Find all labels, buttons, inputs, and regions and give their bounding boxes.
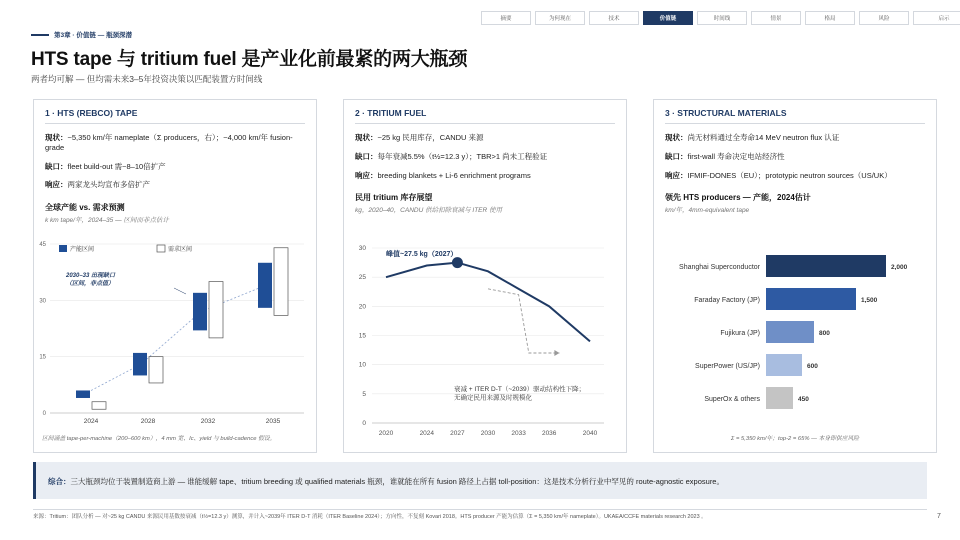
gap-annotation-line1: 2030–33 出现缺口 bbox=[66, 273, 116, 279]
x-tick-label: 2024 bbox=[419, 430, 435, 437]
status-line bbox=[45, 133, 305, 153]
y-tick-label: 15 bbox=[39, 354, 46, 361]
producer-bar bbox=[766, 321, 814, 343]
chart-title: 全球产能 vs. 需求预测 bbox=[45, 203, 125, 212]
status-label: 现状： bbox=[665, 133, 688, 142]
nav-tab-implications[interactable]: 启示 bbox=[913, 11, 960, 25]
gap-line bbox=[665, 152, 925, 162]
synthesis-label: 综合： bbox=[48, 477, 71, 486]
nav-tab-risks[interactable]: 风险 bbox=[859, 11, 909, 25]
page-number: 7 bbox=[937, 513, 941, 520]
gap-text: first-wall 寿命决定电站经济性 bbox=[687, 151, 785, 161]
x-tick-label: 2033 bbox=[511, 430, 526, 437]
status-line bbox=[665, 133, 925, 143]
chart-title: 民用 tritium 库存展望 bbox=[355, 193, 433, 203]
y-tick-label: 20 bbox=[358, 303, 366, 311]
gap-line bbox=[45, 162, 305, 172]
capacity-range-bar bbox=[133, 353, 147, 376]
chart-footnote: 区间涵盖 tape-per-machine（200–600 km），4 mm 宽、Ic、yield 与 build-cadence 假设。 bbox=[42, 436, 276, 442]
demand-range-bar bbox=[209, 282, 223, 338]
gap-annotation-line2: （区间，非点值） bbox=[66, 281, 115, 287]
source-note: 来源：Tritium：团队分析 — 对~25 kg CANDU 来源民用基数按衰减（t½=12.3 y）测算，并计入~2039年 ITER D-T 消耗（ITER Baseline 2024）；方向性，不复刻 Kovari 2018。HTS producer 产能为估算（Σ = 5,350 km/年 nameplate）。UKAEA/CCFE materials research 2023 。 bbox=[33, 514, 707, 520]
panel-heading: 1 · HTS (REBCO) TAPE bbox=[45, 108, 305, 124]
panel-heading: 2 · TRITIUM FUEL bbox=[355, 108, 615, 124]
capacity-range-bar bbox=[193, 293, 207, 331]
y-tick-label: 45 bbox=[39, 242, 46, 248]
response-label: 响应： bbox=[355, 170, 378, 180]
page-title: HTS tape 与 tritium fuel 是产业化前最紧的两大瓶颈 bbox=[31, 49, 468, 70]
producer-value-label: 800 bbox=[819, 330, 830, 337]
gap-line bbox=[355, 152, 615, 162]
nav-tab-value-chain[interactable]: 价值链 bbox=[643, 11, 693, 25]
capacity-range-bar bbox=[258, 263, 272, 308]
producer-bar bbox=[766, 354, 802, 376]
legend-swatch-demand bbox=[157, 245, 165, 252]
gap-label: 缺口： bbox=[355, 151, 378, 161]
panel-tritium bbox=[343, 99, 627, 453]
response-text: breeding blankets + Li-6 enrichment programs bbox=[377, 170, 531, 180]
response-text: 两家龙头均宣布多倍扩产 bbox=[67, 180, 150, 190]
producer-bar bbox=[766, 387, 793, 409]
kicker-text: 第3章 · 价值链 — 瓶颈深潜 bbox=[54, 32, 133, 39]
synthesis-text: 三大瓶颈均位于装置制造商上游 — 谁能缓解 tape、tritium breeding 或 qualified materials 瓶颈，谁就能在所有 fusion 路径上占据 toll-position：这是技术分析行业中罕见的 route-agnostic exposure。 bbox=[70, 477, 724, 486]
decline-annotation-line2: 无确定民用来源及时规模化 bbox=[454, 394, 532, 402]
x-tick-label: 2020 bbox=[378, 430, 394, 437]
alternate-path-dashed bbox=[488, 289, 559, 353]
status-text: 尚无材料通过全寿命14 MeV neutron flux 认证 bbox=[687, 133, 840, 142]
chart-subtitle: kg，2020–40，CANDU 供给扣除衰减与 ITER 使用 bbox=[355, 207, 503, 215]
producer-label: SuperOx & others bbox=[704, 396, 760, 403]
panel-hts-tape bbox=[33, 99, 317, 453]
nav-tab-technology[interactable]: 技术 bbox=[589, 11, 639, 25]
y-tick-label: 15 bbox=[358, 332, 366, 340]
x-tick-label: 2032 bbox=[200, 418, 216, 425]
producer-label: SuperPower (US/JP) bbox=[695, 363, 760, 370]
x-tick-label: 2030 bbox=[480, 430, 496, 437]
capacity-demand-chart bbox=[34, 230, 318, 430]
section-nav bbox=[481, 11, 960, 25]
producer-value-label: 450 bbox=[798, 396, 809, 403]
annotation-leader bbox=[174, 288, 186, 294]
y-tick-label: 30 bbox=[39, 298, 46, 305]
alternate-path-arrowhead bbox=[554, 350, 559, 356]
chart-subtitle: k km tape/年，2024–35 — 区间而非点估计 bbox=[45, 217, 169, 224]
response-line bbox=[355, 171, 615, 181]
capacity-trend-line bbox=[84, 285, 266, 394]
y-tick-label: 0 bbox=[42, 411, 46, 417]
producer-value-label: 1,500 bbox=[861, 297, 878, 304]
x-tick-label: 2027 bbox=[450, 430, 465, 437]
producers-bar-chart bbox=[654, 230, 938, 420]
response-text: IFMIF-DONES（EU）；prototypic neutron sources（US/UK） bbox=[687, 170, 892, 180]
demand-range-bar bbox=[274, 248, 288, 316]
legend-label-capacity: 产能区间 bbox=[70, 247, 95, 253]
x-tick-label: 2035 bbox=[265, 418, 281, 425]
producer-value-label: 600 bbox=[807, 363, 818, 370]
nav-tab-why-now[interactable]: 为何现在 bbox=[535, 11, 585, 25]
nav-tab-summary[interactable]: 摘要 bbox=[481, 11, 531, 25]
inventory-line bbox=[386, 263, 590, 342]
gap-label: 缺口： bbox=[45, 161, 68, 171]
demand-range-bar bbox=[149, 357, 163, 383]
gap-text: fleet build-out 需~8–10倍扩产 bbox=[67, 161, 166, 171]
legend-swatch-capacity bbox=[59, 245, 67, 252]
y-tick-label: 5 bbox=[362, 390, 366, 398]
nav-tab-timeline[interactable]: 时间线 bbox=[697, 11, 747, 25]
chart-subtitle: km/年，4mm-equivalent tape bbox=[665, 207, 750, 215]
producer-bar bbox=[766, 288, 856, 310]
legend-label-demand: 需求区间 bbox=[168, 247, 193, 253]
section-kicker bbox=[31, 30, 132, 39]
response-line bbox=[665, 171, 925, 181]
peak-marker bbox=[452, 257, 463, 268]
page-subtitle: 两者均可解 — 但均需未来3–5年投资决策以匹配装置方时间线 bbox=[31, 74, 263, 84]
y-tick-label: 30 bbox=[358, 245, 366, 252]
gap-text: 每年衰减5.5%（t½=12.3 y）；TBR>1 尚未工程验证 bbox=[377, 151, 548, 161]
tritium-inventory-chart bbox=[344, 230, 628, 440]
panel-structural-materials bbox=[653, 99, 937, 453]
y-tick-label: 10 bbox=[358, 361, 366, 369]
footer-divider bbox=[33, 509, 927, 510]
response-label: 响应： bbox=[45, 180, 68, 190]
status-label: 现状： bbox=[45, 133, 68, 142]
peak-label: 峰值~27.5 kg（2027） bbox=[386, 250, 458, 258]
demand-range-bar bbox=[92, 402, 106, 410]
x-tick-label: 2040 bbox=[582, 430, 598, 437]
capacity-range-bar bbox=[76, 390, 90, 398]
y-tick-label: 0 bbox=[362, 420, 366, 427]
panel-heading: 3 · STRUCTURAL MATERIALS bbox=[665, 108, 925, 124]
nav-tab-scenarios[interactable]: 情景 bbox=[751, 11, 801, 25]
chart-title: 领先 HTS producers — 产能，2024估计 bbox=[665, 193, 811, 203]
gap-label: 缺口： bbox=[665, 151, 688, 161]
nav-tab-landscape[interactable]: 格局 bbox=[805, 11, 855, 25]
producer-label: Shanghai Superconductor bbox=[679, 264, 760, 271]
response-label: 响应： bbox=[665, 170, 688, 180]
status-line bbox=[355, 133, 615, 143]
status-text: ~25 kg 民用库存，CANDU 来源 bbox=[377, 133, 484, 142]
decline-annotation-line1: 衰减 + ITER D-T（~2039）驱动结构性下降； bbox=[454, 385, 586, 393]
y-tick-label: 25 bbox=[358, 274, 366, 282]
producer-bar bbox=[766, 255, 886, 277]
producer-value-label: 2,000 bbox=[891, 264, 908, 271]
x-tick-label: 2036 bbox=[541, 430, 557, 437]
x-tick-label: 2024 bbox=[83, 418, 99, 425]
producer-label: Fujikura (JP) bbox=[720, 330, 760, 337]
chart-footnote: Σ = 5,350 km/年；top-2 = 65% — 本身即供应风险 bbox=[730, 436, 860, 442]
synthesis-box bbox=[33, 462, 927, 499]
kicker-bar bbox=[31, 34, 49, 36]
status-text: ~5,350 km/年 nameplate（Σ producers，右）；~4,000 km/年 fusion-grade bbox=[45, 133, 293, 152]
status-label: 现状： bbox=[355, 133, 378, 142]
producer-label: Faraday Factory (JP) bbox=[694, 297, 760, 304]
x-tick-label: 2028 bbox=[140, 418, 156, 425]
response-line bbox=[45, 180, 305, 190]
